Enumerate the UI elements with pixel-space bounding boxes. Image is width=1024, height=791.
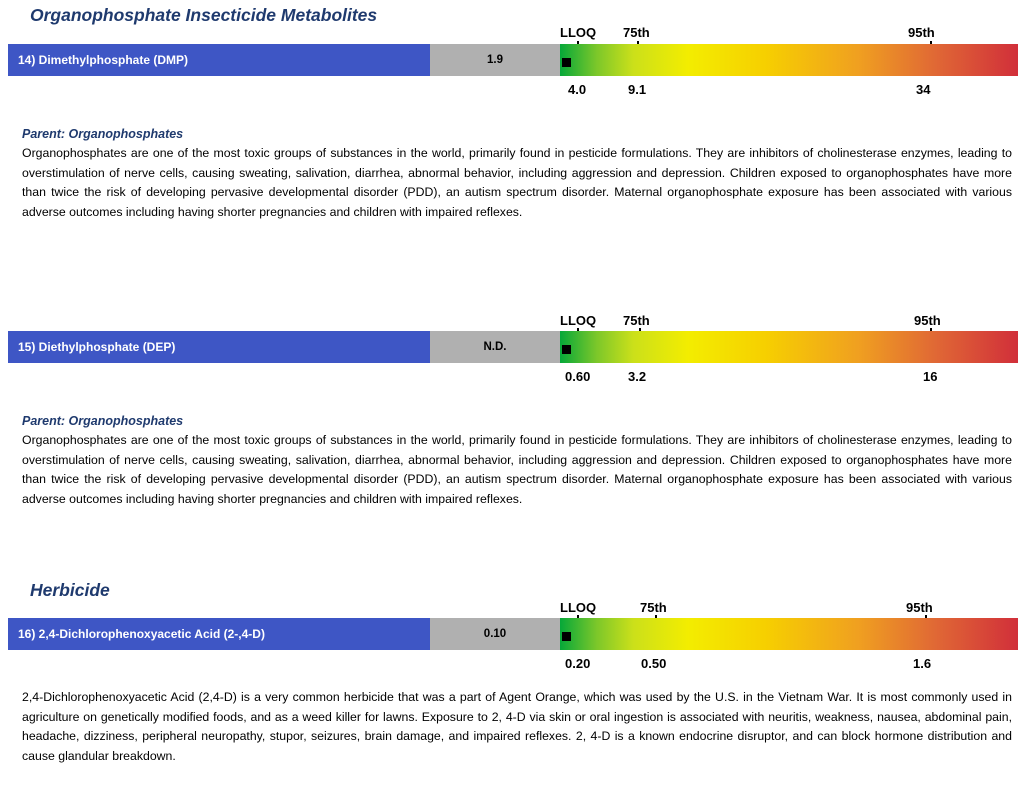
section-title-herbicide: Herbicide (30, 580, 110, 600)
result-marker (562, 58, 571, 67)
p75-tick-label: 75th (623, 313, 650, 328)
result-value: 0.10 (430, 618, 560, 650)
lloq-value: 0.60 (565, 369, 591, 384)
p95-tick-label: 95th (906, 600, 933, 615)
description-paragraph: Organophosphates are one of the most toxic groups of substances in the world, primarily found in pesticide formulations. They are inhibitors of cholinesterase enzymes, leading to overstimulation of nerve cells, causing sweating, salivation, diarrhea, abnormal behavior, including aggression and depression. Children exposed to organophosphates have more than twice the risk of developing pervasive developmental disorder (PDD), an autism spectrum disorder. Maternal organophosphate exposure has been associated with various adverse outcomes including having shorter pregnancies and children with impaired reflexes. (22, 433, 1012, 506)
p95-tick-label: 95th (908, 25, 935, 40)
result-marker (562, 632, 571, 641)
lloq-value: 4.0 (568, 82, 587, 97)
parent-title: Parent: Organophosphates (22, 414, 184, 428)
analyte-label: 14) Dimethylphosphate (DMP) (8, 44, 430, 76)
lloq-tick-label: LLOQ (560, 600, 597, 615)
p95-value: 16 (923, 369, 938, 384)
analyte-label: 15) Diethylphosphate (DEP) (8, 331, 430, 363)
analyte-label: 16) 2,4-Dichlorophenoxyacetic Acid (2-,4-D) (8, 618, 430, 650)
result-value: N.D. (430, 331, 560, 363)
p75-tick-label: 75th (623, 25, 650, 40)
p95-value: 34 (916, 82, 931, 97)
p75-value: 0.50 (641, 656, 667, 671)
lloq-tick-label: LLOQ (560, 313, 597, 328)
parent-title: Parent: Organophosphates (22, 127, 184, 141)
percentile-gradient-bar (560, 618, 1018, 650)
percentile-gradient-bar (560, 331, 1018, 363)
lloq-tick-label: LLOQ (560, 25, 597, 40)
result-value: 1.9 (430, 44, 560, 76)
section-title-organophosphate: Organophosphate Insecticide Metabolites (30, 5, 378, 25)
p95-tick-label: 95th (914, 313, 941, 328)
result-marker (562, 345, 571, 354)
p75-value: 3.2 (628, 369, 647, 384)
p75-value: 9.1 (628, 82, 647, 97)
lloq-value: 0.20 (565, 656, 591, 671)
description-paragraph: Organophosphates are one of the most toxic groups of substances in the world, primarily found in pesticide formulations. They are inhibitors of cholinesterase enzymes, leading to overstimulation of nerve cells, causing sweating, salivation, diarrhea, abnormal behavior, including aggression and depression. Children exposed to organophosphates have more than twice the risk of developing pervasive developmental disorder (PDD), an autism spectrum disorder. Maternal organophosphate exposure has been associated with various adverse outcomes including having shorter pregnancies and children with impaired reflexes. (22, 146, 1012, 219)
p95-value: 1.6 (913, 656, 932, 671)
percentile-gradient-bar (560, 44, 1018, 76)
p75-tick-label: 75th (640, 600, 667, 615)
description-paragraph: 2,4-Dichlorophenoxyacetic Acid (2,4-D) is a very common herbicide that was a part of Agent Orange, which was used by the U.S. in the Vietnam War. It is most commonly used in agriculture on genetically modified foods, and as a weed killer for lawns. Exposure to 2, 4-D via skin or oral ingestion is associated with neuritis, weakness, nausea, abdominal pain, headache, dizziness, peripheral neuropathy, stupor, seizures, brain damage, and impaired reflexes. 2, 4-D is a known endocrine disruptor, and can block hormone distribution and cause glandular breakdown. (22, 690, 1012, 763)
